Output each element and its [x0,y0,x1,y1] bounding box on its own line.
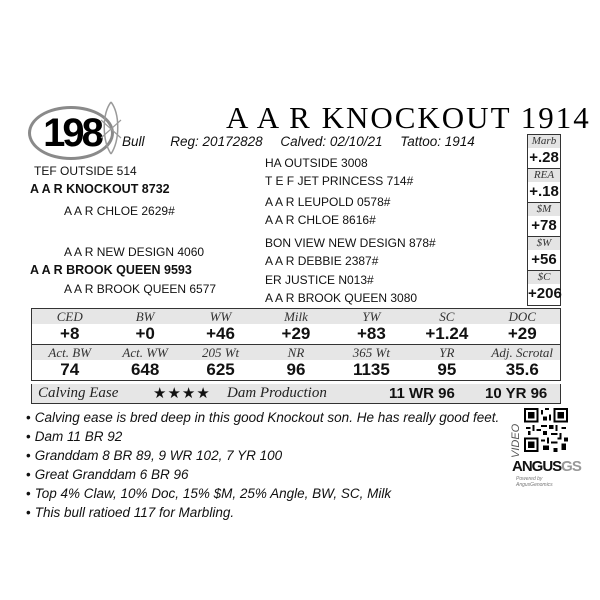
list-item: • This bull ratioed 117 for Marbling. [26,505,235,520]
registration-line [122,134,489,149]
star-icon: ★★★★ [153,385,211,402]
actual-value: 74 [60,360,80,379]
epd-dollar-c [528,271,560,305]
calving-ease-bar [31,384,561,404]
epd-marb-value: +.28 [529,149,559,166]
sale-catalog-card [26,96,591,521]
actual-label: Act. WW [122,345,168,360]
list-item: • Dam 11 BR 92 [26,429,123,444]
epd-label: BW [135,309,155,324]
lot-logo-icon [98,100,124,156]
actual-label: Act. BW [48,345,91,360]
pedigree-sire-sire: TEF OUTSIDE 514 [34,164,137,178]
pedigree-sd-dam: A A R CHLOE 8616# [265,213,376,227]
list-item: • Great Granddam 6 BR 96 [26,467,189,482]
actual-label: 365 Wt [352,345,390,360]
calving-ease-label: Calving Ease [38,385,119,401]
epd-rea-label: REA [528,169,560,182]
epd-value: +1.24 [425,324,469,343]
list-item: • Top 4% Claw, 10% Doc, 15% $M, 25% Angle, BW, SC, Milk [26,486,392,501]
epd-value: +29 [281,324,311,343]
epd-marb [528,135,560,169]
epd-dollar-c-label: $C [528,271,560,284]
epd-value: +46 [206,324,235,343]
angus-tagline: Powered by AngusGenomics [516,476,553,488]
pedigree-ds-dam: A A R DEBBIE 2387# [265,254,379,268]
epd-value-row [32,324,560,345]
actual-value: 96 [286,360,306,379]
dam-production-wr: 11 WR 96 [389,385,455,402]
actual-value: 648 [130,360,160,379]
epd-dollar-m-label: $M [528,203,560,216]
carcass-epd-column [527,134,561,306]
pedigree-dd-dam: A A R BROOK QUEEN 3080 [265,291,418,305]
actual-value: 35.6 [505,360,539,379]
pedigree-dam-sire: A A R NEW DESIGN 4060 [64,245,205,259]
epd-label-row [32,309,560,324]
epd-marb-label: Marb [528,135,560,148]
list-item: • Calving ease is bred deep in this good Knockout son. He has really good feet. [26,410,500,425]
pedigree-ds-sire: BON VIEW NEW DESIGN 878# [265,236,436,250]
epd-dollar-w [528,237,560,271]
pedigree-ss-dam: T E F JET PRINCESS 714# [265,174,414,188]
epd-dollar-m [528,203,560,237]
actual-value: 95 [437,360,457,379]
actual-value: 1135 [352,360,390,379]
actual-value: 625 [206,360,235,379]
pedigree-dam: A A R BROOK QUEEN 9593 [30,263,192,277]
pedigree-ss-sire: HA OUTSIDE 3008 [265,156,368,170]
calved-date: Calved: 02/10/21 [280,134,383,149]
notes-list [26,408,526,522]
epd-dollar-w-value: +56 [531,251,557,268]
qr-code-icon[interactable] [524,408,568,452]
registration-number: Reg: 20172828 [170,134,263,149]
pedigree-dd-sire: ER JUSTICE N013# [265,273,374,287]
pedigree-sire: A A R KNOCKOUT 8732 [30,182,170,196]
epd-rea [528,169,560,203]
epd-dollar-w-label: $W [528,237,560,250]
epd-label: DOC [508,309,536,324]
actual-label: Adj. Scrotal [491,345,554,360]
lot-badge [26,104,122,164]
list-item: • Granddam 8 BR 89, 9 WR 102, 7 YR 100 [26,448,283,463]
pedigree-dam-dam: A A R BROOK QUEEN 6577 [64,282,217,296]
actual-label: NR [287,345,305,360]
angus-gs-logo: ANGUSGS [512,458,581,475]
actual-value-row [32,360,560,380]
pedigree-sd-sire: A A R LEUPOLD 0578# [265,195,391,209]
epd-dollar-m-value: +78 [531,217,557,234]
pedigree-sire-dam: A A R CHLOE 2629# [64,204,175,218]
epd-label: WW [209,309,232,324]
epd-value: +29 [507,324,537,343]
epd-value: +83 [356,324,386,343]
dam-production-yr: 10 YR 96 [485,385,548,402]
lot-number: 198 [43,111,101,155]
sex: Bull [122,134,145,149]
dam-production-label: Dam Production [227,385,327,401]
epd-grid [31,308,561,381]
epd-label: Milk [284,309,308,324]
epd-label: YW [362,309,381,324]
epd-value: +0 [135,324,155,343]
epd-label: CED [56,309,83,324]
actual-label-row [32,345,560,360]
animal-name: A A R KNOCKOUT 1914 [226,100,591,135]
epd-dollar-c-value: +206 [528,285,562,302]
tattoo: Tattoo: 1914 [400,134,475,149]
epd-value: +8 [60,324,80,343]
video-label: VIDEO [510,423,522,458]
epd-label: SC [439,309,455,324]
epd-rea-value: +.18 [529,183,559,200]
actual-label: 205 Wt [201,345,240,360]
actual-label: YR [439,345,455,360]
